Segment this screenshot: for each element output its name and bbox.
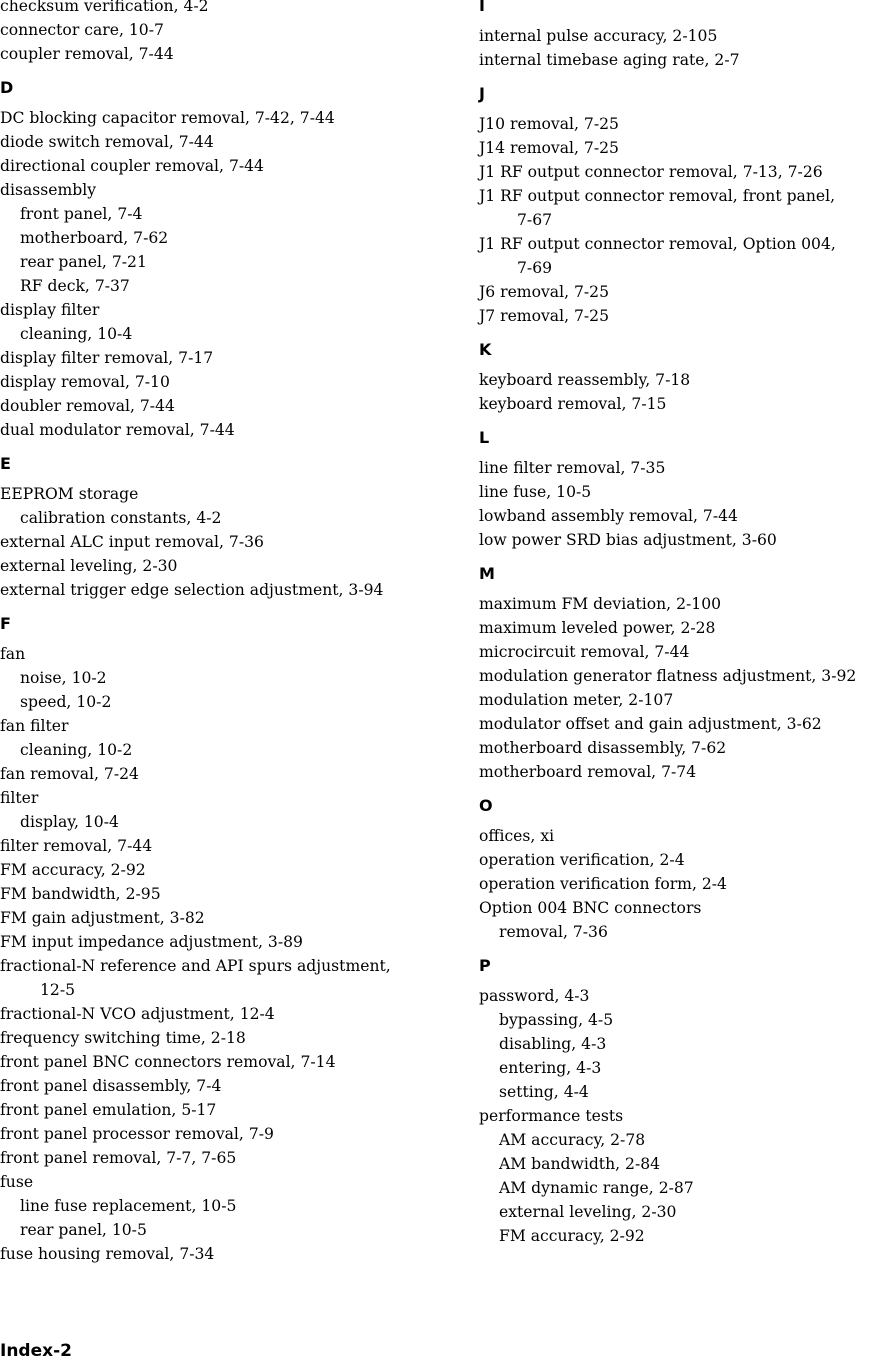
index-entry: offices, xi (479, 827, 555, 845)
index-subentry: RF deck, 7-37 (20, 277, 130, 295)
index-entry: FM accuracy, 2-92 (0, 861, 146, 879)
index-entry: J1 RF output connector removal, front panel, (479, 187, 836, 205)
index-subentry: setting, 4-4 (499, 1083, 589, 1101)
index-entry: disassembly (0, 181, 97, 199)
index-entry: front panel disassembly, 7-4 (0, 1077, 222, 1095)
index-entry: FM input impedance adjustment, 3-89 (0, 933, 303, 951)
index-entry: maximum leveled power, 2-28 (479, 619, 716, 637)
index-subentry: entering, 4-3 (499, 1059, 602, 1077)
index-entry: filter removal, 7-44 (0, 837, 153, 855)
index-entry: motherboard disassembly, 7-62 (479, 739, 727, 757)
index-subentry: AM dynamic range, 2-87 (499, 1179, 694, 1197)
index-subentry: bypassing, 4-5 (499, 1011, 614, 1029)
section-heading-f: F (0, 614, 11, 633)
index-subentry: rear panel, 10-5 (20, 1221, 147, 1239)
index-entry: fractional-N VCO adjustment, 12-4 (0, 1005, 275, 1023)
index-entry: front panel removal, 7-7, 7-65 (0, 1149, 237, 1167)
index-entry: J7 removal, 7-25 (479, 307, 610, 325)
index-entry-continuation: 7-67 (517, 211, 553, 229)
index-entry: operation verification form, 2-4 (479, 875, 727, 893)
index-left-column (0, 0, 460, 1266)
index-subentry: AM bandwidth, 2-84 (499, 1155, 661, 1173)
index-entry: J6 removal, 7-25 (479, 283, 610, 301)
index-subentry: external leveling, 2-30 (499, 1203, 677, 1221)
index-subentry: line fuse replacement, 10-5 (20, 1197, 237, 1215)
index-subentry: noise, 10-2 (20, 669, 107, 687)
index-entry: fan (0, 645, 26, 663)
index-entry: external trigger edge selection adjustment, 3-94 (0, 581, 384, 599)
index-subentry: disabling, 4-3 (499, 1035, 607, 1053)
index-entry: fan filter (0, 717, 69, 735)
index-entry: dual modulator removal, 7-44 (0, 421, 235, 439)
section-heading-l: L (479, 428, 490, 447)
index-entry: lowband assembly removal, 7-44 (479, 507, 738, 525)
index-subentry: cleaning, 10-4 (20, 325, 133, 343)
index-entry: diode switch removal, 7-44 (0, 133, 214, 151)
index-subentry: AM accuracy, 2-78 (499, 1131, 646, 1149)
index-entry: FM gain adjustment, 3-82 (0, 909, 205, 927)
index-entry: connector care, 10-7 (0, 21, 164, 39)
index-entry: maximum FM deviation, 2-100 (479, 595, 722, 613)
index-entry: display filter removal, 7-17 (0, 349, 214, 367)
index-entry: FM bandwidth, 2-95 (0, 885, 161, 903)
index-entry: DC blocking capacitor removal, 7-42, 7-44 (0, 109, 335, 127)
index-entry: keyboard reassembly, 7-18 (479, 371, 691, 389)
index-entry-continuation: 7-69 (517, 259, 553, 277)
index-entry: line filter removal, 7-35 (479, 459, 666, 477)
index-subentry: speed, 10-2 (20, 693, 112, 711)
index-entry: line fuse, 10-5 (479, 483, 592, 501)
index-subentry: FM accuracy, 2-92 (499, 1227, 645, 1245)
index-entry: modulation generator flatness adjustment, 3-92 (479, 667, 857, 685)
section-heading-m: M (479, 564, 495, 583)
index-entry: EEPROM storage (0, 485, 139, 503)
index-subentry: calibration constants, 4-2 (20, 509, 222, 527)
index-entry: frequency switching time, 2-18 (0, 1029, 246, 1047)
index-entry: external leveling, 2-30 (0, 557, 178, 575)
index-entry: display removal, 7-10 (0, 373, 170, 391)
index-entry: motherboard removal, 7-74 (479, 763, 697, 781)
index-subentry: display, 10-4 (20, 813, 119, 831)
index-subentry: removal, 7-36 (499, 923, 608, 941)
index-entry: fan removal, 7-24 (0, 765, 139, 783)
index-entry: fractional-N reference and API spurs adjustment, (0, 957, 391, 975)
section-heading-d: D (0, 78, 14, 97)
index-entry: doubler removal, 7-44 (0, 397, 175, 415)
index-entry: front panel BNC connectors removal, 7-14 (0, 1053, 336, 1071)
index-entry: microcircuit removal, 7-44 (479, 643, 690, 661)
index-entry: J1 RF output connector removal, Option 004, (479, 235, 836, 253)
index-entry: password, 4-3 (479, 987, 590, 1005)
section-heading-e: E (0, 454, 11, 473)
index-entry: directional coupler removal, 7-44 (0, 157, 264, 175)
index-entry-continuation: 12-5 (40, 981, 76, 999)
index-entry: Option 004 BNC connectors (479, 899, 702, 917)
section-heading-k: K (479, 340, 492, 359)
index-subentry: motherboard, 7-62 (20, 229, 169, 247)
index-subentry: cleaning, 10-2 (20, 741, 133, 759)
section-heading-j: J (479, 84, 485, 103)
index-entry: internal pulse accuracy, 2-105 (479, 27, 718, 45)
index-entry: keyboard removal, 7-15 (479, 395, 667, 413)
section-heading-o: O (479, 796, 493, 815)
index-subentry: rear panel, 7-21 (20, 253, 147, 271)
index-entry: external ALC input removal, 7-36 (0, 533, 264, 551)
index-entry: operation verification, 2-4 (479, 851, 685, 869)
index-entry: coupler removal, 7-44 (0, 45, 174, 63)
index-entry: filter (0, 789, 39, 807)
index-entry: internal timebase aging rate, 2-7 (479, 51, 740, 69)
index-entry: front panel emulation, 5-17 (0, 1101, 217, 1119)
index-right-column (479, 0, 888, 1248)
index-entry: performance tests (479, 1107, 624, 1125)
index-subentry: front panel, 7-4 (20, 205, 143, 223)
index-entry: front panel processor removal, 7-9 (0, 1125, 274, 1143)
page-footer-label: Index-2 (0, 1341, 72, 1361)
index-entry: low power SRD bias adjustment, 3-60 (479, 531, 777, 549)
section-heading-i: I (479, 0, 485, 15)
index-entry: fuse (0, 1173, 34, 1191)
index-entry: modulator offset and gain adjustment, 3-62 (479, 715, 822, 733)
index-entry: J14 removal, 7-25 (479, 139, 619, 157)
index-entry: modulation meter, 2-107 (479, 691, 674, 709)
index-entry: J10 removal, 7-25 (479, 115, 619, 133)
index-entry: display filter (0, 301, 100, 319)
index-entry: fuse housing removal, 7-34 (0, 1245, 215, 1263)
index-entry: J1 RF output connector removal, 7-13, 7-26 (479, 163, 823, 181)
section-heading-p: P (479, 956, 491, 975)
index-entry: checksum verification, 4-2 (0, 0, 209, 15)
